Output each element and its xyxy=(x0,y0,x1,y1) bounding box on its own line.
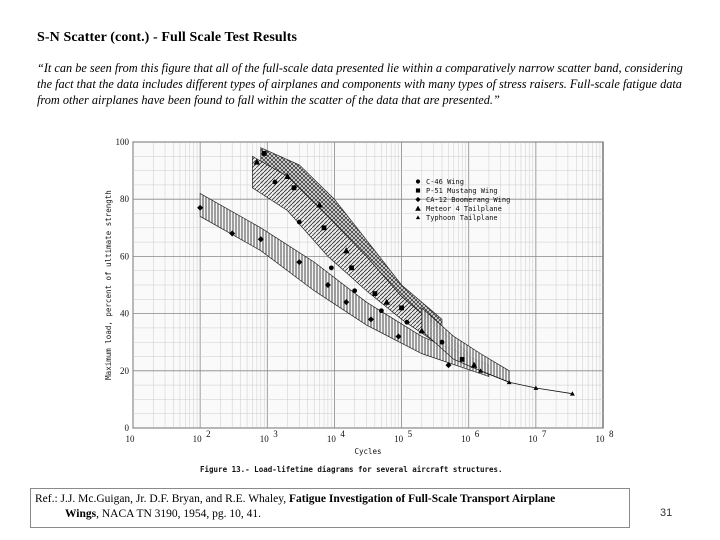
x-tick-exponent: 4 xyxy=(340,429,345,439)
legend-marker xyxy=(416,179,420,183)
data-point xyxy=(262,151,267,156)
slide-quote: “It can be seen from this figure that all of the full-scale data presented lie within a comparatively narrow scatter band, considering the fact that the data includes different types of airplanes and components with many types of stress raisers. Full-scale fatigue data from other airplanes have been found to fall within the scatter of the data that are presented.” xyxy=(37,61,683,107)
x-tick-exponent: 2 xyxy=(206,429,211,439)
reference-suffix: , NACA TN 3190, 1954, pg. 10, 41. xyxy=(96,508,262,520)
data-point xyxy=(379,308,384,313)
y-tick-label: 0 xyxy=(124,423,129,433)
reference-box xyxy=(30,488,630,528)
data-point xyxy=(297,220,302,225)
legend-marker xyxy=(416,188,420,192)
data-point xyxy=(273,180,278,185)
data-point xyxy=(352,288,357,293)
legend-label: Typhoon Tailplane xyxy=(426,214,498,222)
x-tick-label: 10 xyxy=(259,434,269,444)
y-tick-labels xyxy=(116,137,130,433)
legend-label: Meteor 4 Tailplane xyxy=(426,205,502,213)
data-point xyxy=(292,185,297,190)
data-point xyxy=(399,305,404,310)
legend-label: CA-12 Boomerang Wing xyxy=(426,196,511,204)
x-tick-label: 10 xyxy=(192,434,202,444)
data-point xyxy=(440,340,445,345)
sn-chart-figure xyxy=(100,132,630,480)
x-tick-label: 10 xyxy=(394,434,404,444)
y-tick-label: 20 xyxy=(120,365,129,376)
x-tick-label: 10 xyxy=(528,434,538,444)
legend-label: C-46 Wing xyxy=(426,178,464,186)
x-tick-exponent: 8 xyxy=(609,429,614,439)
x-tick-exponent: 6 xyxy=(474,429,480,439)
reference-prefix: Ref.: J.J. Mc.Guigan, Jr. D.F. Bryan, and R.E. Whaley, xyxy=(35,493,289,505)
slide-title: S-N Scatter (cont.) - Full Scale Test Results xyxy=(37,30,298,45)
page-number: 31 xyxy=(660,507,673,519)
data-point xyxy=(404,320,409,325)
data-point xyxy=(460,357,465,362)
y-tick-label: 60 xyxy=(120,251,129,262)
figure-caption: Figure 13.- Load-lifetime diagrams for several aircraft structures. xyxy=(200,465,503,474)
x-axis-label: Cycles xyxy=(354,447,382,456)
x-tick-exponent: 7 xyxy=(541,429,547,439)
x-tick-label: 10 xyxy=(326,434,336,444)
reference-title-part2: Wings xyxy=(65,508,97,520)
x-tick-labels xyxy=(126,429,615,444)
data-point xyxy=(372,291,377,296)
legend-label: P-51 Mustang Wing xyxy=(426,187,498,195)
x-tick-label: 10 xyxy=(461,434,471,444)
x-tick-exponent: 5 xyxy=(407,429,413,439)
sn-chart xyxy=(100,132,630,480)
data-point xyxy=(322,225,327,230)
data-point xyxy=(349,265,354,270)
y-tick-label: 80 xyxy=(120,194,129,205)
data-point xyxy=(329,265,334,270)
y-tick-label: 100 xyxy=(115,137,129,147)
x-tick-exponent: 3 xyxy=(273,429,278,439)
y-tick-label: 40 xyxy=(120,308,129,319)
x-tick-label: 10 xyxy=(125,434,135,444)
reference-title-part1: Fatigue Investigation of Full-Scale Transport Airplane xyxy=(288,493,556,505)
x-tick-label: 10 xyxy=(595,434,605,444)
y-axis-label: Maximum load, percent of ultimate strength xyxy=(104,190,113,380)
